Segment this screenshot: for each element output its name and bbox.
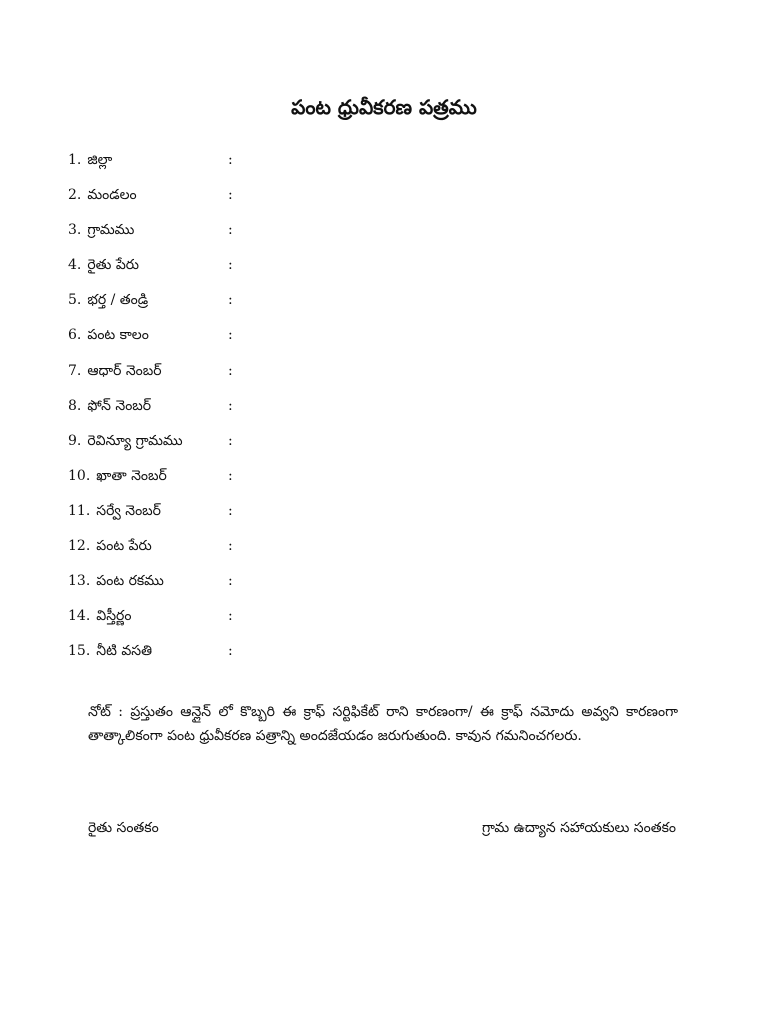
field-label: జిల్లా bbox=[87, 152, 113, 168]
field-colon: : bbox=[228, 222, 233, 239]
field-value-blank bbox=[244, 283, 644, 318]
field-row bbox=[68, 634, 668, 669]
field-value-blank bbox=[244, 248, 644, 283]
field-number: 15. bbox=[68, 643, 91, 660]
field-value-blank bbox=[244, 494, 644, 529]
assistant-signature-label: గ్రామ ఉద్యాన సహాయకులు సంతకం bbox=[481, 820, 676, 836]
field-value-blank bbox=[244, 529, 644, 564]
field-number: 10. bbox=[68, 467, 91, 484]
field-row bbox=[68, 494, 668, 529]
field-number: 2. bbox=[68, 187, 82, 204]
field-value-blank bbox=[244, 634, 644, 669]
field-colon: : bbox=[228, 292, 233, 309]
field-row bbox=[68, 283, 668, 318]
field-label: ఫోన్ నెంబర్ bbox=[87, 397, 152, 414]
field-value-blank bbox=[244, 318, 644, 353]
field-colon: : bbox=[228, 608, 233, 625]
field-row bbox=[68, 459, 668, 494]
field-number: 11. bbox=[68, 502, 91, 519]
field-number: 5. bbox=[68, 292, 82, 309]
field-colon: : bbox=[228, 257, 233, 274]
field-list bbox=[68, 143, 668, 669]
field-colon: : bbox=[228, 397, 233, 414]
field-number: 4. bbox=[68, 257, 82, 274]
field-row bbox=[68, 599, 668, 634]
field-value-blank bbox=[244, 354, 644, 389]
field-value-blank bbox=[244, 599, 644, 634]
field-label: పంట కాలం bbox=[87, 327, 149, 344]
field-row bbox=[68, 213, 668, 248]
field-value-blank bbox=[244, 459, 644, 494]
field-colon: : bbox=[228, 362, 233, 379]
field-number: 6. bbox=[68, 327, 82, 344]
field-label: రైతు పేరు bbox=[87, 257, 139, 274]
field-number: 7. bbox=[68, 362, 82, 379]
field-row bbox=[68, 143, 668, 178]
field-colon: : bbox=[228, 502, 233, 519]
field-number: 12. bbox=[68, 538, 91, 555]
field-label: సర్వే నెంబర్ bbox=[96, 502, 161, 519]
field-row bbox=[68, 178, 668, 213]
field-label: ఖాతా నెంబర్ bbox=[96, 467, 167, 484]
field-row bbox=[68, 354, 668, 389]
field-label: పంట రకము bbox=[96, 573, 164, 590]
field-number: 1. bbox=[68, 152, 82, 168]
field-row bbox=[68, 424, 668, 459]
field-number: 3. bbox=[68, 222, 82, 239]
field-label: విస్తీర్ణం bbox=[96, 608, 132, 625]
field-colon: : bbox=[228, 643, 233, 660]
field-colon: : bbox=[228, 327, 233, 344]
field-row bbox=[68, 564, 668, 599]
field-label: భర్త / తండ్రి bbox=[87, 292, 149, 309]
field-colon: : bbox=[228, 573, 233, 590]
field-colon: : bbox=[228, 467, 233, 484]
field-colon: : bbox=[228, 187, 233, 204]
field-label: ఆధార్ నెంబర్ bbox=[87, 362, 162, 379]
field-label: రెవిన్యూ గ్రామము bbox=[87, 432, 183, 449]
field-value-blank bbox=[244, 143, 644, 178]
document-title: పంట ధ్రువీకరణ పత్రము bbox=[291, 95, 477, 119]
field-value-blank bbox=[244, 389, 644, 424]
field-label: పంట పేరు bbox=[96, 538, 152, 555]
field-number: 14. bbox=[68, 608, 91, 625]
note-line-1: నోట్ : ప్రస్తుతం ఆన్లైన్ లో కొబ్బరి ఈ క్రాఫ్ సర్టిఫికేట్ రాని కారణంగా/ ఈ క్రాఫ్ నమోదు అవ్వని కారణంగా bbox=[88, 704, 678, 720]
field-colon: : bbox=[228, 152, 233, 168]
field-row bbox=[68, 248, 668, 283]
note-line-2: తాత్కాలికంగా పంట ధ్రువీకరణ పత్రాన్ని అందజేయడం జరుగుతుంది. కావున గమనించగలరు. bbox=[88, 728, 582, 744]
field-number: 9. bbox=[68, 432, 82, 449]
field-colon: : bbox=[228, 538, 233, 555]
field-row bbox=[68, 318, 668, 353]
note-paragraph bbox=[88, 700, 678, 748]
field-value-blank bbox=[244, 424, 644, 459]
field-label: గ్రామము bbox=[87, 222, 135, 239]
field-colon: : bbox=[228, 432, 233, 449]
field-number: 13. bbox=[68, 573, 91, 590]
field-value-blank bbox=[244, 564, 644, 599]
field-value-blank bbox=[244, 213, 644, 248]
field-number: 8. bbox=[68, 397, 82, 414]
field-label: నీటి వసతి bbox=[96, 643, 153, 660]
field-label: మండలం bbox=[87, 187, 137, 204]
field-row bbox=[68, 529, 668, 564]
field-value-blank bbox=[244, 178, 644, 213]
field-row bbox=[68, 389, 668, 424]
farmer-signature-label: రైతు సంతకం bbox=[88, 820, 159, 836]
